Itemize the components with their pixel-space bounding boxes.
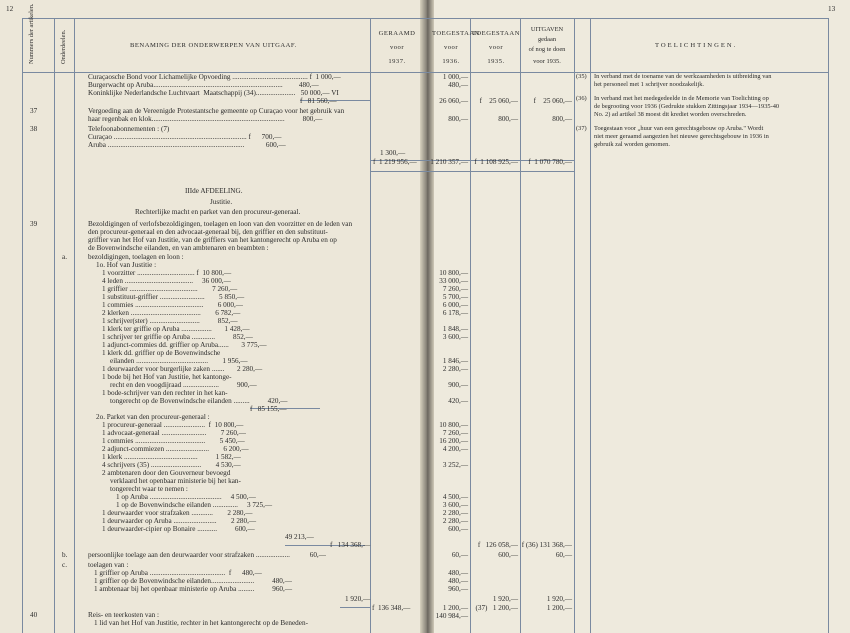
entry-line: 1 deurwaarder-cipier op Bonaire ........... 600,— <box>102 525 255 533</box>
amount-1936: 480,— <box>448 577 468 585</box>
header-toelichtingen: TOELICHTINGEN. <box>655 42 738 49</box>
amount-1936: 7 260,— <box>442 429 468 437</box>
entry-line: Curaçaosche Bond voor Lichamelijke Opvoeding .......................................... f 1 000,— <box>88 73 341 81</box>
amount-1936: 960,— <box>448 585 468 593</box>
amount-1935-spent: 800,— <box>552 115 572 123</box>
header-geraamd-3: 1937. <box>388 58 406 65</box>
header-geraamd-2: voor <box>389 44 405 51</box>
amount-1935-allowed: f 25 060,— <box>479 97 518 105</box>
amount-1936: 60,— <box>451 551 468 559</box>
page-number-left: 12 <box>6 5 14 13</box>
col-line <box>22 18 23 633</box>
header-toegestaan2-1: TOEGESTAAN <box>472 30 520 37</box>
note-text: niet meer geraamd aangezien het nieuwe gerechtsgebouw in 1936 in <box>594 133 769 140</box>
amount-1935-spent: 60,— <box>555 551 572 559</box>
amount-1935-allowed: 800,— <box>498 115 518 123</box>
amount-1936: 1 848,— <box>442 325 468 333</box>
entry-line: 1 deurwaarder voor strafzaken ............ 2 280,— <box>102 509 253 517</box>
amount-1936: 1 200,— <box>442 604 468 612</box>
entry-line: 1 op de Bovenwindsche eilanden .............. 3 725,— <box>116 501 273 509</box>
entry-line: bezoldigingen, toelagen en loon : <box>88 253 184 261</box>
sub-letter: a. <box>62 253 67 261</box>
header-toegestaan2-3: 1935. <box>487 58 505 65</box>
entry-line: 1 klerk ter griffie op Aruba ................. 1 428,— <box>102 325 250 333</box>
entry-line: 1 adjunct-commies dd. griffier op Aruba...... 3 775,— <box>102 341 267 349</box>
entry-line: Koninklijke Nederlandsche Luchtvaart Maatschappij (34)...................... 50 000,— VI <box>88 89 339 97</box>
entry-line: verklaard het openbaar ministerie bij het kan- <box>110 477 241 485</box>
amount-1935-allowed: f 1 108 925,— <box>474 158 518 166</box>
amount-1936: 3 252,— <box>442 461 468 469</box>
amount-1936: 10 800,— <box>439 269 468 277</box>
amount-1935-spent: f 1 070 780,— <box>528 158 572 166</box>
note-text: In verband met het medegedeelde in de Memorie van Toelichting op <box>594 95 769 102</box>
amount-1936: 1 846,— <box>442 357 468 365</box>
amount-1936: 4 200,— <box>442 445 468 453</box>
amount-1936: 2 280,— <box>442 365 468 373</box>
amount-1935-allowed: 600,— <box>498 551 518 559</box>
entry-line: 1 schrijver ter griffie op Aruba ............. 852,— <box>102 333 253 341</box>
entry-line: 1 klerk dd. griffier op de Bovenwindsche <box>102 349 221 357</box>
col-line <box>54 18 55 633</box>
entry-line: tongerecht waar te nemen : <box>110 485 188 493</box>
subtotal-rule <box>340 607 370 608</box>
amount-1936: 7 260,— <box>442 285 468 293</box>
amount-1935-spent: f 25 060,— <box>533 97 572 105</box>
col-line <box>828 18 829 633</box>
entry-line: eilanden ........................................ 1 956,— <box>110 357 248 365</box>
note-text: In verband met de toename van de werkzaamheden is uitbreiding van <box>594 73 772 80</box>
entry-line: Telefoonabonnementen : (7) <box>88 125 170 133</box>
article-number: 40 <box>30 611 38 619</box>
amount-1936: 4 500,— <box>442 493 468 501</box>
entry-line: 1 lid van het Hof van Justitie, rechter in het kantongerecht op de Beneden- <box>94 619 308 627</box>
page-number-right: 13 <box>828 5 836 13</box>
sub-letter: c. <box>62 561 67 569</box>
header-onderdeelen: Onderdeelen. <box>60 29 67 64</box>
amount-1936: 16 200,— <box>439 437 468 445</box>
col-line <box>590 18 591 633</box>
entry-line: 1 deurwaarder voor burgerlijke zaken ....... 2 280,— <box>102 365 263 373</box>
header-top-rule <box>22 18 828 19</box>
amount-1935-spent: 1 200,— <box>546 604 572 612</box>
header-benaming: BENAMING DER ONDERWERPEN VAN UITGAAF. <box>130 42 297 49</box>
entry-line: Burgerwacht op Aruba........................................................................ 480,— <box>88 81 319 89</box>
header-toegestaan-1: TOEGESTAAN <box>432 30 480 37</box>
entry-line: Rechterlijke macht en parket van den procureur-generaal. <box>135 208 301 216</box>
entry-line: f 134 368,— <box>330 541 371 549</box>
entry-line: f 1 219 956,— <box>373 158 417 166</box>
entry-line: tongerecht op de Bovenwindsche eilanden ......... 420,— <box>110 397 288 405</box>
entry-line: 1 schrijver(ster) ............................ 852,— <box>102 317 238 325</box>
header-uitgaven-1: UITGAVEN <box>530 26 564 33</box>
amount-1936: 5 700,— <box>442 293 468 301</box>
entry-line: 49 213,— <box>285 533 314 541</box>
amount-1936: 900,— <box>448 381 468 389</box>
entry-line: 1 bode-schrijver van den rechter in het kan- <box>102 389 228 397</box>
note-text: gebruik zal worden genomen. <box>594 141 670 148</box>
entry-line: persoonlijke toelage aan den deurwaarder voor strafzaken ................... 60,— <box>88 551 326 559</box>
entry-line: 1 griffier ...................................... 7 260,— <box>102 285 238 293</box>
note-text: Toegestaan voor „huur van een gerechtsgebouw op Aruba." Wordt <box>594 125 764 132</box>
entry-line: 1 procureur-generaal ....................... f 10 800,— <box>102 421 244 429</box>
article-number: 38 <box>30 125 38 133</box>
entry-line: 1 klerk ......................................... 1 582,— <box>102 453 241 461</box>
amount-1936: 6 178,— <box>442 309 468 317</box>
amount-1936: 800,— <box>448 115 468 123</box>
amount-1936: 480,— <box>448 569 468 577</box>
article-number: 37 <box>30 107 38 115</box>
entry-line: 4 schrijvers (35) ............................ 4 530,— <box>102 461 241 469</box>
note-number: (35) <box>576 73 587 80</box>
entry-line: 1 ambtenaar bij het openbaar ministerie op Aruba ......... 960,— <box>94 585 293 593</box>
entry-line: IIIde AFDEELING. <box>185 187 243 195</box>
entry-line: griffier van het Hof van Justitie, van de griffiers van het kantongerecht op Aruba en op <box>88 236 337 244</box>
amount-1936: 1 210 357,— <box>430 158 468 166</box>
entry-line: 1 voorzitter ................................ f 10 800,— <box>102 269 232 277</box>
note-text: het personeel met 1 schrijver noodzakelijk. <box>594 81 705 88</box>
entry-line: f 85 155,— <box>250 405 287 413</box>
col-line <box>370 18 371 633</box>
header-uitgaven-2: gedaan <box>537 36 557 43</box>
entry-line: 1 bode bij het Hof van Justitie, het kantonge- <box>102 373 232 381</box>
entry-line: 1 commies ...................................... 6 000,— <box>102 301 243 309</box>
note-number: (37) <box>576 125 587 132</box>
amount-1936: 6 000,— <box>442 301 468 309</box>
entry-line: Reis- en teerkosten van : <box>88 611 160 619</box>
entry-line: 2 ambtenaren door den Gouverneur bevoegd <box>102 469 231 477</box>
entry-line: 1 920,— <box>345 595 371 603</box>
total-rule <box>370 171 574 172</box>
entry-line: toelagen van : <box>88 561 129 569</box>
entry-line: f 81 560,— <box>300 97 337 105</box>
header-toegestaan2-2: voor <box>488 44 504 51</box>
amount-1936: 420,— <box>448 397 468 405</box>
entry-line: Curaçao .......................................................................... f 700,— <box>88 133 282 141</box>
amount-1936: 3 600,— <box>442 333 468 341</box>
entry-line: Justitie. <box>210 198 233 206</box>
header-toegestaan-2: voor <box>443 44 459 51</box>
entry-line: Aruba ............................................................................ 600,— <box>88 141 286 149</box>
entry-line: 1 300,— <box>380 149 406 157</box>
amount-1936: 33 000,— <box>439 277 468 285</box>
col-line <box>574 18 575 633</box>
amount-1936: 1 000,— <box>442 73 468 81</box>
entry-line: 1 griffier op Aruba .......................................... f 480,— <box>94 569 262 577</box>
entry-line: 1 commies ....................................... 5 450,— <box>102 437 245 445</box>
entry-line: Bezoldigingen of verlofsbezoldigingen, toelagen en loon van den voorzitter en de leden van <box>88 220 353 228</box>
entry-line: 4 leden ...................................... 36 000,— <box>102 277 231 285</box>
article-number: 39 <box>30 220 38 228</box>
amount-1935-spent: 1 920,— <box>546 595 572 603</box>
header-toegestaan-3: 1936. <box>442 58 460 65</box>
entry-line: Vergoeding aan de Vereenigde Protestantsche gemeente op Curaçao voor het gebruik van <box>88 107 345 115</box>
sub-letter: b. <box>62 551 68 559</box>
amount-1935-allowed: 1 920,— <box>492 595 518 603</box>
amount-1935-allowed: (37) 1 200,— <box>475 604 518 612</box>
entry-line: 1o. Hof van Justitie : <box>96 261 157 269</box>
header-uitgaven-4: voor 1935. <box>533 58 561 65</box>
amount-1936: 600,— <box>448 525 468 533</box>
entry-line: recht en den voogdijraad .................... 900,— <box>110 381 257 389</box>
amount-1936: 10 800,— <box>439 421 468 429</box>
entry-line: de Bovenwindsche eilanden, en van ambtenaren en beambten : <box>88 244 269 252</box>
amount-1936: 3 600,— <box>442 501 468 509</box>
entry-line: 1 substituut-griffier ......................... 5 850,— <box>102 293 245 301</box>
note-text: No. 2) ad artikel 38 moest dit krediet worden overschreden. <box>594 111 747 118</box>
entry-line: 1 op Aruba ........................................ 4 500,— <box>116 493 256 501</box>
entry-line: f 136 348,— <box>372 604 411 612</box>
amount-1935-allowed: f 126 058,— <box>477 541 518 549</box>
header-nummers: Nummers der artikelen. <box>28 3 35 64</box>
entry-line: 1 griffier op de Bovenwindsche eilanden........................ 480,— <box>94 577 292 585</box>
amount-1936: 140 984,— <box>435 612 468 620</box>
amount-1936: 2 280,— <box>442 509 468 517</box>
entry-line: 2 klerken ....................................... 6 782,— <box>102 309 241 317</box>
header-uitgaven-3: of nog te doen <box>528 46 566 53</box>
note-number: (36) <box>576 95 587 102</box>
amount-1935-spent: f (36) 131 368,— <box>521 541 572 549</box>
entry-line: 1 deurwaarder op Aruba ........................ 2 280,— <box>102 517 257 525</box>
amount-1936: 2 280,— <box>442 517 468 525</box>
entry-line: 1 advocaat-generaal ......................... 7 260,— <box>102 429 246 437</box>
entry-line: 2 adjunct-commiezen ........................ 6 200,— <box>102 445 249 453</box>
entry-line: 2o. Parket van den procureur-generaal : <box>96 413 210 421</box>
note-text: de begrooting voor 1936 (Gedrukte stukken Zittingsjaar 1934—1935-40 <box>594 103 780 110</box>
amount-1936: 26 060,— <box>439 97 468 105</box>
entry-line: haar regenbak en klok.......................................................................... 800,— <box>88 115 323 123</box>
header-geraamd-1: GERAAMD <box>378 30 416 37</box>
amount-1936: 480,— <box>448 81 468 89</box>
col-line <box>74 18 75 633</box>
entry-line: den procureur-generaal en den advocaat-generaal bij, den griffier en den substituut- <box>88 228 328 236</box>
